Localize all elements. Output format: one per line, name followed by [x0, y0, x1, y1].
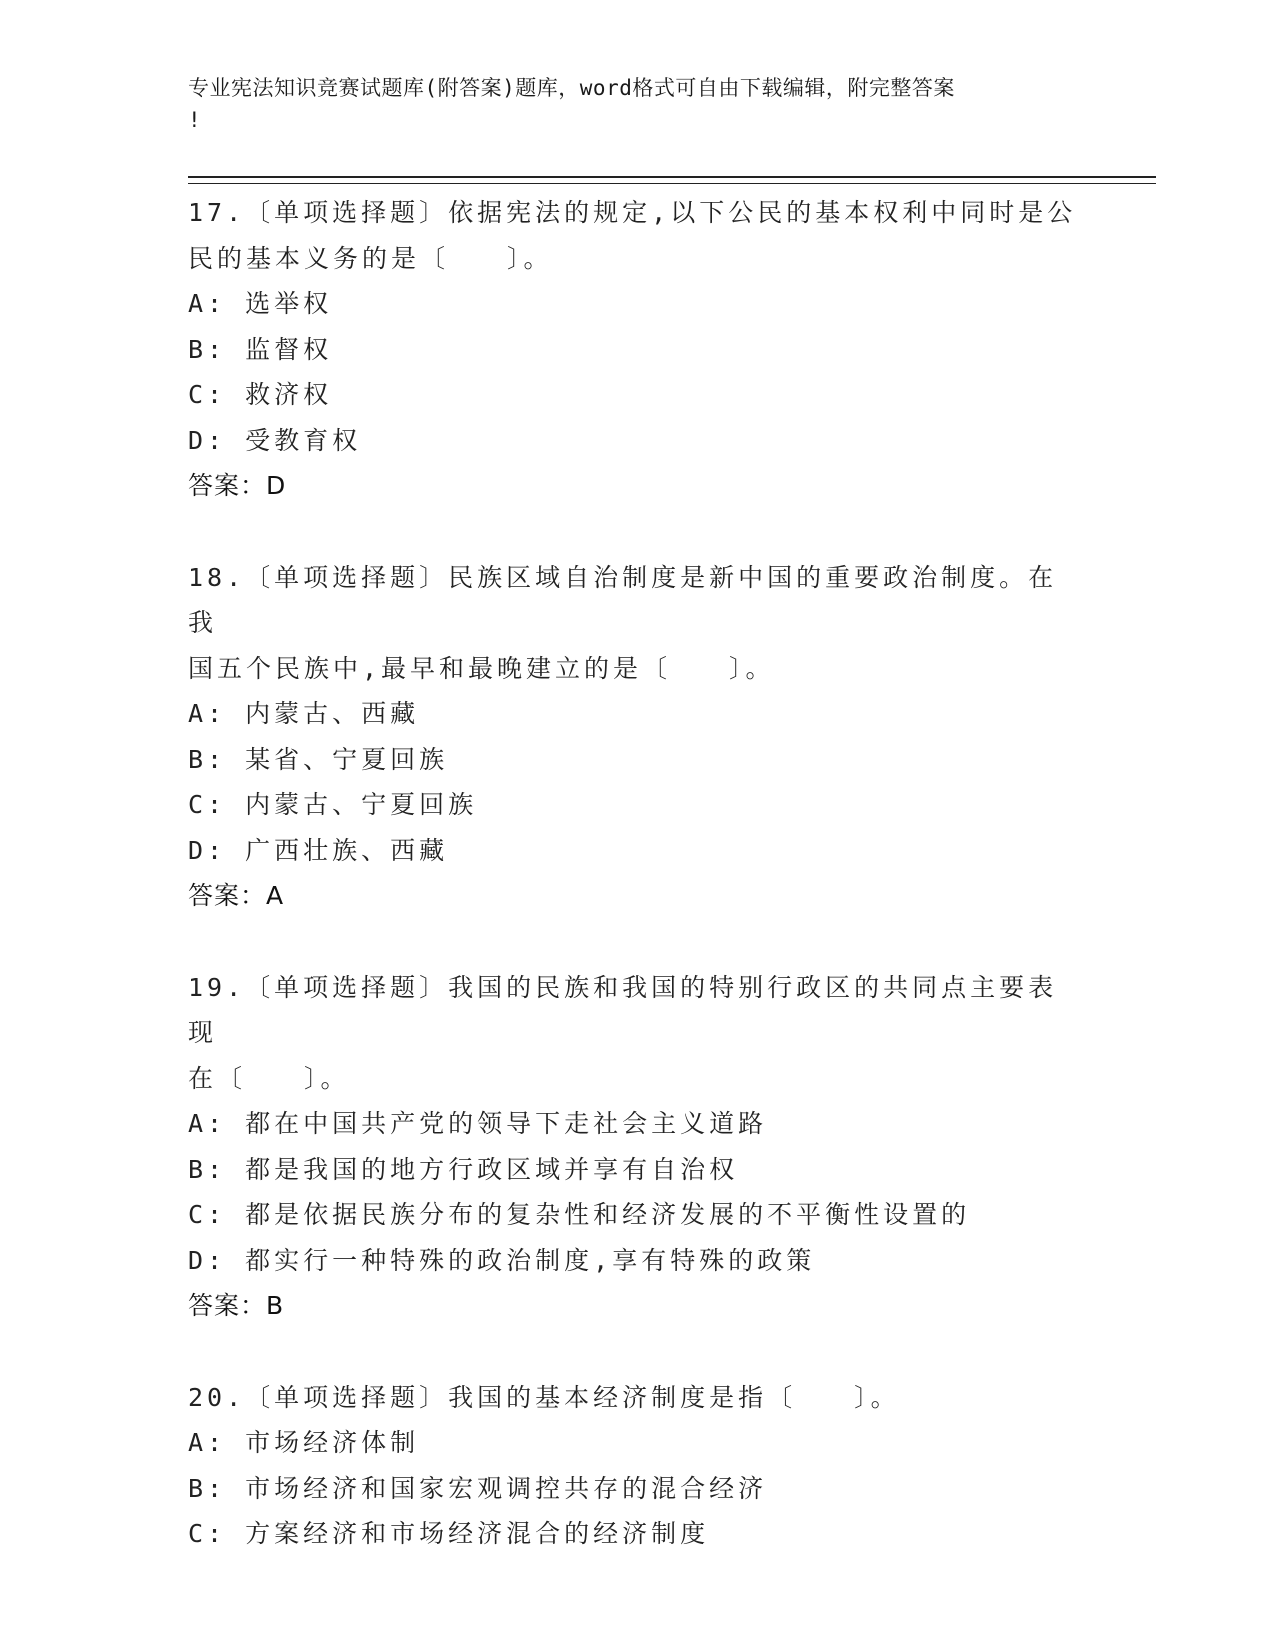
question-18: [188, 555, 1088, 919]
question-20: [188, 1375, 1088, 1557]
question-stem: [188, 555, 1078, 692]
header-line-continuation: !: [188, 108, 202, 132]
document-header: [188, 72, 1068, 136]
stem-line: 在〔 〕。: [188, 1063, 350, 1093]
answer: 答案：B: [188, 1291, 285, 1320]
stem-line: 国五个民族中,最早和最晚建立的是〔 〕。: [188, 653, 775, 683]
question-17: [188, 190, 1088, 509]
answer: 答案：D: [188, 471, 287, 500]
header-line: 专业宪法知识竞赛试题库(附答案)题库，word格式可自由下载编辑，附完整答案: [188, 76, 955, 100]
stem-line: 19.〔单项选择题〕我国的民族和我国的特别行政区的共同点主要表现: [188, 972, 1058, 1047]
stem-line: 17.〔单项选择题〕依据宪法的规定,以下公民的基本权利中同时是公: [188, 198, 1077, 227]
option-c: C: 都是依据民族分布的复杂性和经济发展的不平衡性设置的: [188, 1200, 971, 1229]
option-a: A: 选举权: [188, 289, 333, 318]
option-d: D: 广西壮族、西藏: [188, 835, 449, 865]
stem-line: 18.〔单项选择题〕民族区域自治制度是新中国的重要政治制度。在我: [188, 562, 1058, 637]
answer: 答案：A: [188, 881, 285, 910]
option-c: C: 内蒙古、宁夏回族: [188, 790, 478, 819]
question-stem: [188, 1375, 1078, 1421]
option-c: C: 方案经济和市场经济混合的经济制度: [188, 1519, 710, 1548]
header-rule-thin: [188, 183, 1156, 184]
option-a: A: 内蒙古、西藏: [188, 699, 420, 728]
option-b: B: 都是我国的地方行政区域并享有自治权: [188, 1154, 739, 1184]
option-a: A: 都在中国共产党的领导下走社会主义道路: [188, 1109, 768, 1138]
header-rule-thick: [188, 176, 1156, 178]
option-b: B: 监督权: [188, 334, 333, 364]
option-b: B: 某省、宁夏回族: [188, 744, 449, 774]
question-stem: [188, 965, 1078, 1102]
option-d: D: 受教育权: [188, 425, 362, 455]
option-d: D: 都实行一种特殊的政治制度,享有特殊的政策: [188, 1245, 816, 1275]
question-list: [188, 190, 1088, 1603]
question-19: [188, 965, 1088, 1329]
option-c: C: 救济权: [188, 380, 333, 409]
option-a: A: 市场经济体制: [188, 1428, 420, 1457]
stem-line: 20.〔单项选择题〕我国的基本经济制度是指〔 〕。: [188, 1382, 900, 1412]
option-b: B: 市场经济和国家宏观调控共存的混合经济: [188, 1473, 768, 1503]
question-stem: [188, 190, 1078, 281]
stem-line: 民的基本义务的是〔 〕。: [188, 243, 553, 273]
